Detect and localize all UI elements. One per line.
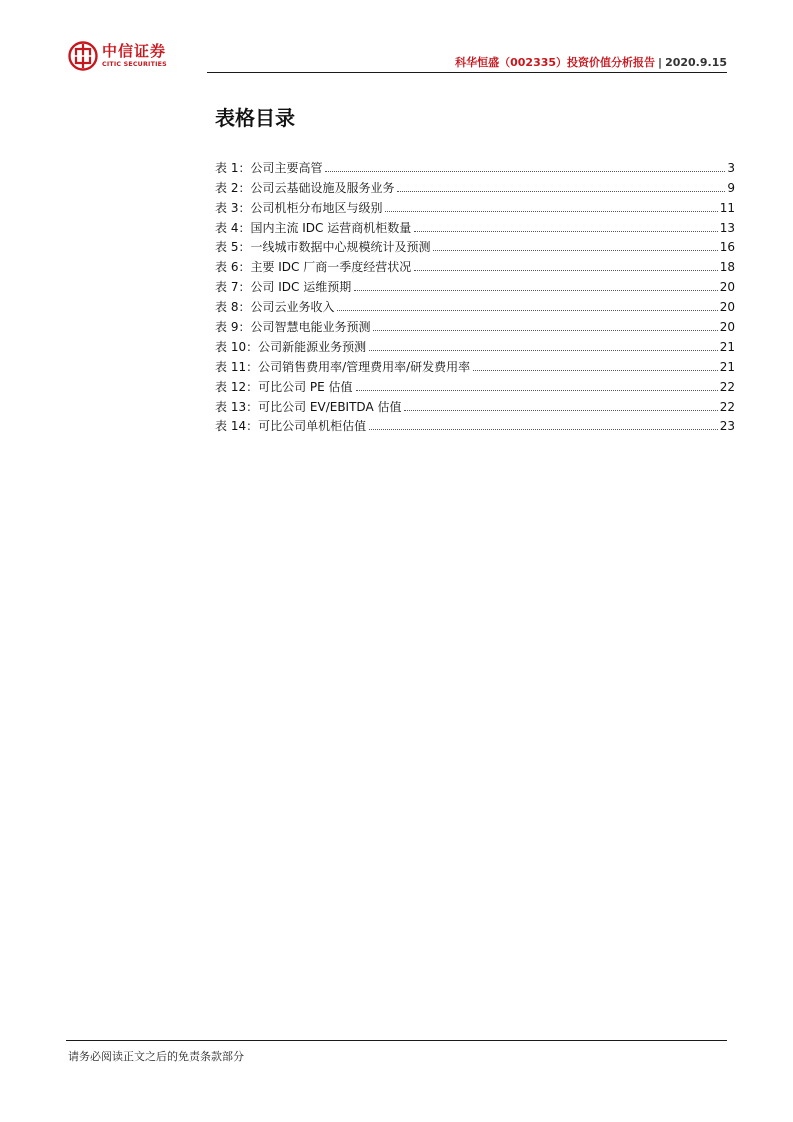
toc-entry[interactable] xyxy=(215,294,735,314)
toc-entry-label: 表 14：可比公司单机柜估值 xyxy=(215,419,367,434)
toc-dot-leader xyxy=(337,310,717,311)
toc-entry-label: 表 13：可比公司 EV/EBITDA 估值 xyxy=(215,399,402,414)
toc-entry[interactable] xyxy=(215,414,735,434)
footer-divider xyxy=(66,1040,727,1041)
toc-dot-leader xyxy=(473,370,718,371)
toc-dot-leader xyxy=(373,330,717,331)
toc-entry[interactable] xyxy=(215,215,735,235)
toc-entry-page: 13 xyxy=(719,220,735,235)
toc-entry-label: 表 12：可比公司 PE 估值 xyxy=(215,379,353,394)
toc-entry-page: 11 xyxy=(719,200,735,215)
toc-entry[interactable] xyxy=(215,374,735,394)
toc-entry[interactable] xyxy=(215,394,735,414)
toc-entry-page: 20 xyxy=(719,300,735,315)
toc-dot-leader xyxy=(404,410,717,411)
toc-entry[interactable] xyxy=(215,175,735,195)
report-title: 科华恒盛（002335）投资价值分析报告 xyxy=(455,56,656,69)
toc-entry[interactable] xyxy=(215,235,735,255)
toc-entry[interactable] xyxy=(215,314,735,334)
toc-entry-page: 23 xyxy=(719,419,735,434)
report-header xyxy=(455,54,727,70)
toc-entry-label: 表 10：公司新能源业务预测 xyxy=(215,339,367,354)
toc-entry[interactable] xyxy=(215,254,735,274)
footer-disclaimer: 请务必阅读正文之后的免责条款部分 xyxy=(68,1050,244,1063)
table-of-contents xyxy=(215,155,735,433)
report-date: 2020.9.15 xyxy=(665,56,727,69)
toc-entry[interactable] xyxy=(215,334,735,354)
toc-entry-page: 22 xyxy=(719,399,735,414)
toc-entry-page: 21 xyxy=(719,359,735,374)
toc-entry-page: 18 xyxy=(719,260,735,275)
toc-entry-label: 表 2：公司云基础设施及服务业务 xyxy=(215,180,395,195)
toc-entry-label: 表 4：国内主流 IDC 运营商机柜数量 xyxy=(215,220,412,235)
header-separator: | xyxy=(658,56,663,69)
toc-dot-leader xyxy=(325,171,725,172)
toc-entry-page: 20 xyxy=(719,280,735,295)
toc-entry[interactable] xyxy=(215,274,735,294)
toc-dot-leader xyxy=(356,390,718,391)
toc-dot-leader xyxy=(414,270,717,271)
toc-entry[interactable] xyxy=(215,155,735,175)
logo-name-en: CITIC SECURITIES xyxy=(102,60,167,68)
toc-dot-leader xyxy=(369,429,718,430)
toc-entry-label: 表 3：公司机柜分布地区与级别 xyxy=(215,200,383,215)
toc-entry-page: 20 xyxy=(719,320,735,335)
toc-entry-label: 表 8：公司云业务收入 xyxy=(215,300,335,315)
page-title: 表格目录 xyxy=(215,106,295,130)
toc-dot-leader xyxy=(397,191,725,192)
citic-logo-icon xyxy=(68,41,98,71)
toc-dot-leader xyxy=(385,211,717,212)
toc-dot-leader xyxy=(414,231,717,232)
toc-dot-leader xyxy=(369,350,718,351)
logo-wordmark xyxy=(102,41,167,68)
toc-entry-page: 9 xyxy=(727,180,735,195)
company-logo xyxy=(68,40,167,72)
toc-entry-label: 表 1：公司主要高管 xyxy=(215,160,323,175)
toc-entry-label: 表 7：公司 IDC 运维预期 xyxy=(215,280,352,295)
header-divider xyxy=(207,72,727,73)
toc-entry-page: 21 xyxy=(719,339,735,354)
toc-dot-leader xyxy=(433,250,717,251)
toc-entry-label: 表 9：公司智慧电能业务预测 xyxy=(215,320,371,335)
toc-entry-label: 表 6：主要 IDC 厂商一季度经营状况 xyxy=(215,260,412,275)
toc-entry[interactable] xyxy=(215,354,735,374)
toc-entry-label: 表 11：公司销售费用率/管理费用率/研发费用率 xyxy=(215,359,471,374)
toc-dot-leader xyxy=(354,290,717,291)
logo-name-cn: 中信证券 xyxy=(102,41,167,60)
toc-entry-page: 16 xyxy=(719,240,735,255)
toc-entry[interactable] xyxy=(215,195,735,215)
toc-entry-label: 表 5：一线城市数据中心规模统计及预测 xyxy=(215,240,431,255)
toc-entry-page: 3 xyxy=(727,160,735,175)
toc-entry-page: 22 xyxy=(719,379,735,394)
